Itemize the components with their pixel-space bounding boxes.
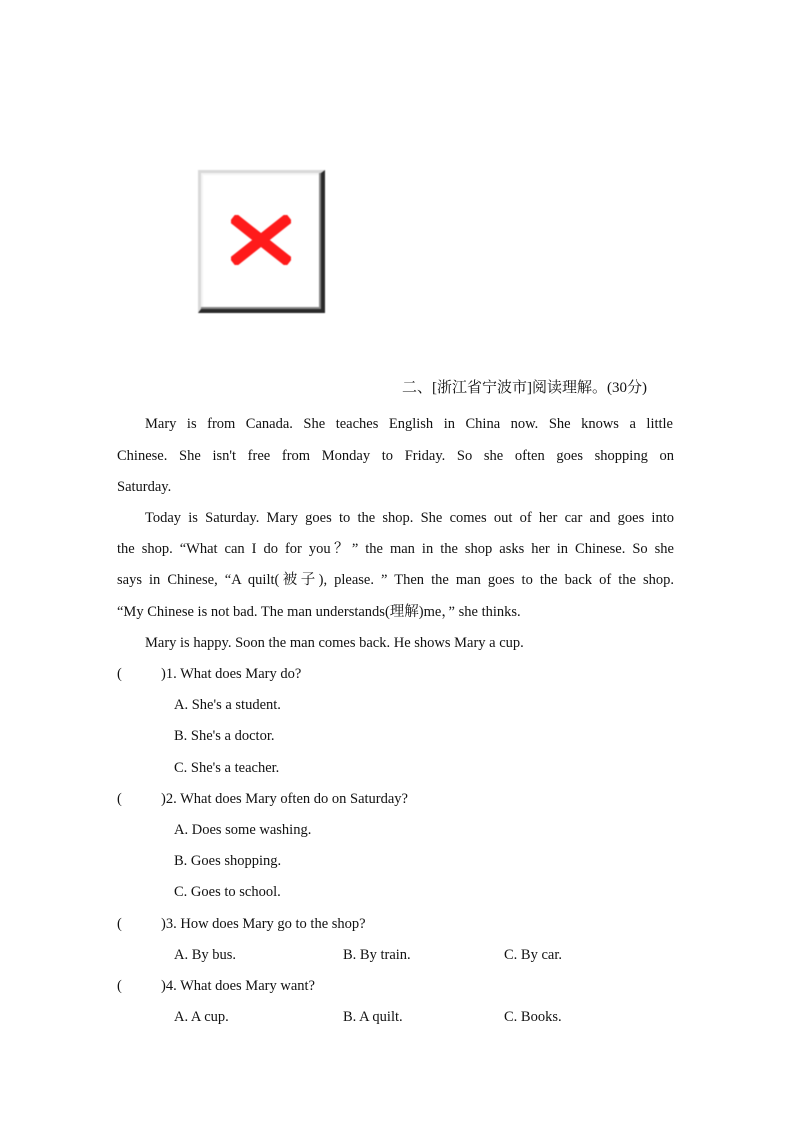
passage-line: the shop. “What can I do for you？” the man in the shop asks her in Chinese. So she [117, 541, 674, 557]
option-c: C. By car. [504, 947, 562, 963]
question-2: ( )2. What does Mary often do on Saturday? [117, 791, 408, 807]
option-a: A. She's a student. [174, 697, 281, 713]
passage-line: Mary is from Canada. She teaches English in China now. She knows a little [145, 416, 673, 432]
section-title: 二、[浙江省宁波市]阅读理解。(30分) [402, 380, 647, 396]
question-1: ( )1. What does Mary do? [117, 666, 302, 682]
passage-line: Mary is happy. Soon the man comes back. He shows Mary a cup. [145, 635, 524, 651]
passage-line: “My Chinese is not bad. The man understands(理解)me，” she thinks. [117, 604, 521, 620]
question-4: ( )4. What does Mary want? [117, 978, 315, 994]
passage-line: Chinese. She isn't free from Monday to Friday. So she often goes shopping on [117, 448, 674, 464]
answer-bracket[interactable]: ( [117, 666, 122, 682]
option-a: A. By bus. [174, 947, 237, 963]
question-text: 1. What does Mary do? [165, 666, 302, 682]
answer-bracket[interactable]: ( [117, 916, 122, 932]
option-b: B. By train. [343, 947, 411, 963]
option-a: A. A cup. [174, 1009, 229, 1025]
option-b: B. Goes shopping. [174, 853, 282, 869]
option-a: A. Does some washing. [174, 822, 312, 838]
option-b: B. A quilt. [343, 1009, 403, 1025]
option-c: C. Books. [504, 1009, 562, 1025]
question-text: 3. How does Mary go to the shop? [165, 916, 366, 932]
passage-line: Today is Saturday. Mary goes to the shop. She comes out of her car and goes into [145, 510, 674, 526]
question-text: 4. What does Mary want? [165, 978, 315, 994]
red-x-icon [231, 215, 291, 265]
question-text: 2. What does Mary often do on Saturday? [165, 791, 408, 807]
passage-line: Saturday. [117, 479, 172, 495]
broken-image-icon [198, 170, 325, 313]
option-b: B. She's a doctor. [174, 728, 275, 744]
answer-bracket[interactable]: ( [117, 791, 122, 807]
passage-line: says in Chinese, “A quilt(被子), please. ” Then the man goes to the back of the shop. [117, 572, 674, 588]
answer-bracket[interactable]: ( [117, 978, 122, 994]
question-3: ( )3. How does Mary go to the shop? [117, 916, 366, 932]
option-c: C. She's a teacher. [174, 760, 280, 776]
option-c: C. Goes to school. [174, 884, 281, 900]
